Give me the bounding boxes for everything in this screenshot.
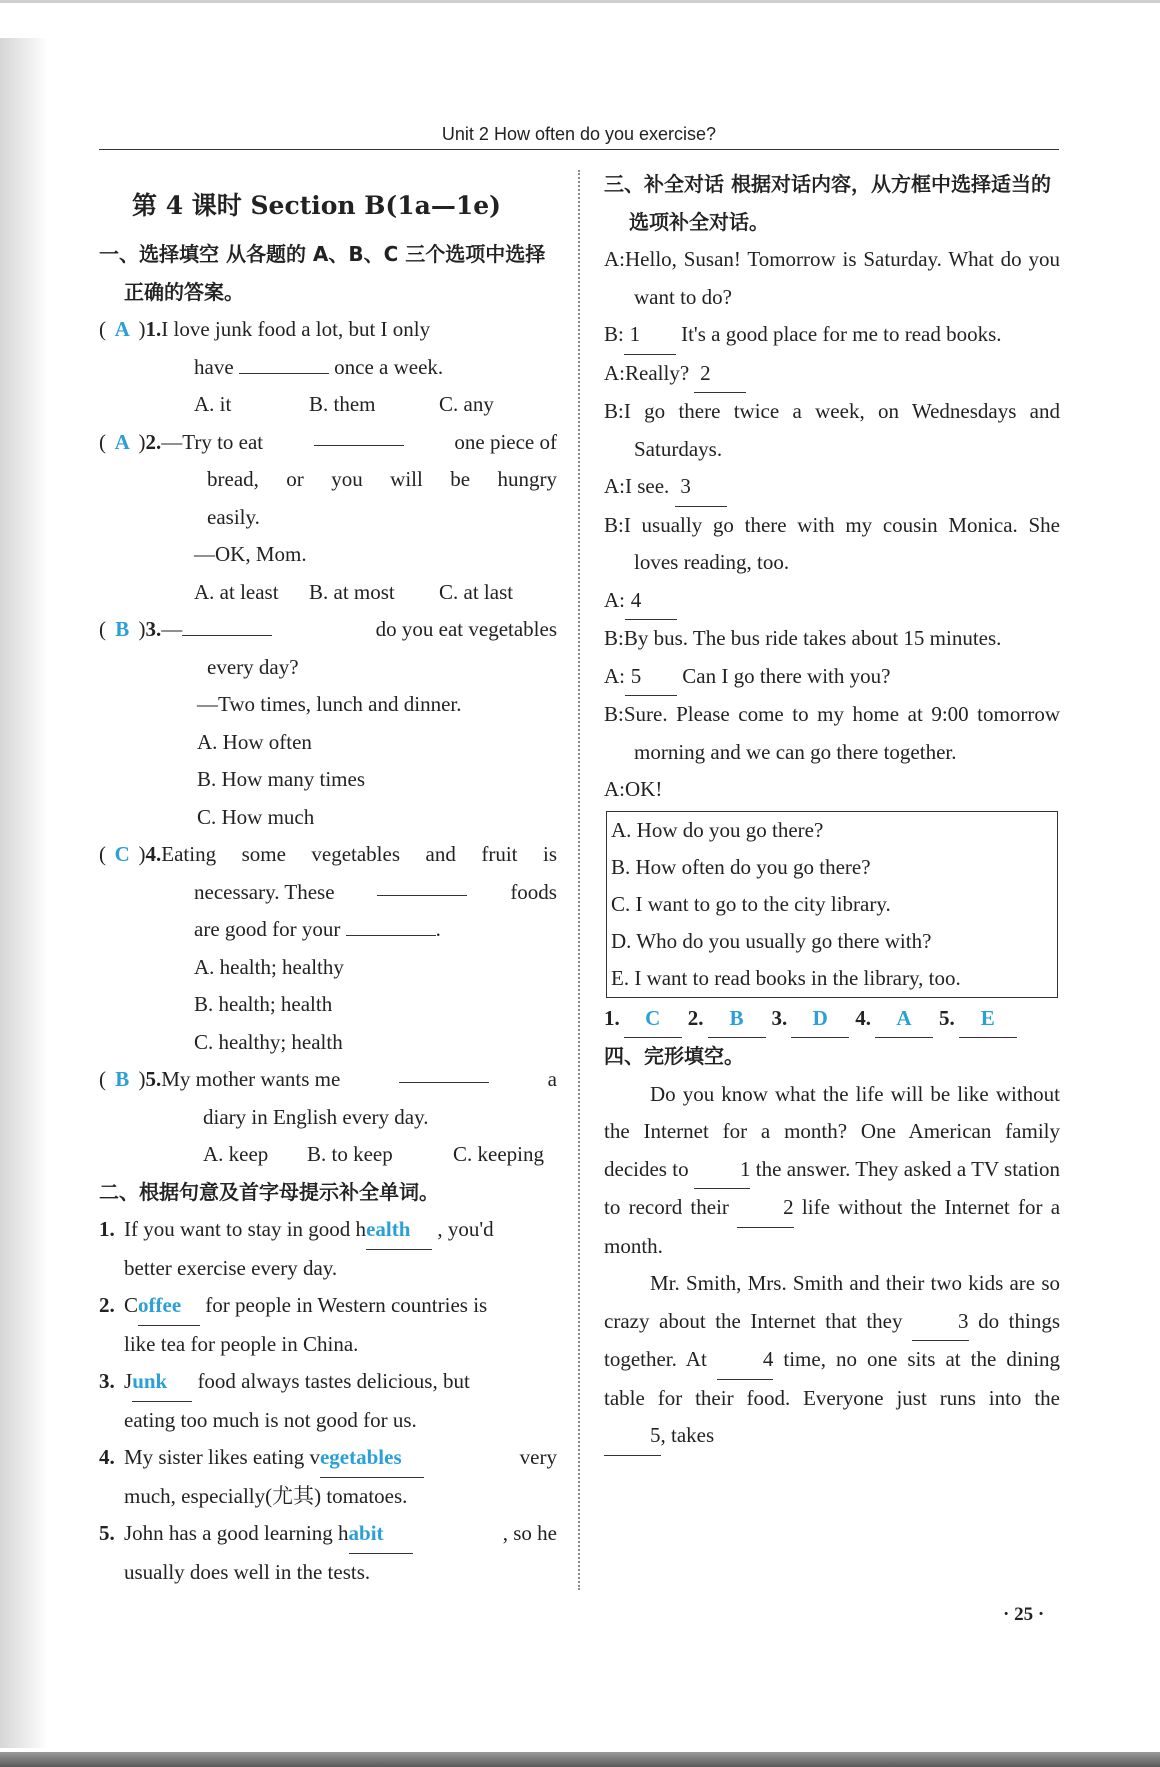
right-column [604, 166, 1060, 1456]
fill-item-3: 3. Junk food always tastes delicious, but [99, 1363, 557, 1402]
options-box [606, 811, 1058, 998]
box-option-a: A. How do you go there? [611, 817, 824, 842]
dialogue-line-9: A: 5 Can I go there with you? [604, 658, 1060, 697]
blank [182, 614, 272, 636]
running-header: Unit 2 How often do you exercise? [99, 119, 1059, 150]
box-option-b: B. How often do you go there? [611, 854, 871, 879]
question-2: ( A )2. —Try to eat one piece of [99, 424, 557, 462]
options-5: A. keep B. to keep C. keeping [203, 1142, 544, 1166]
question-1: ( A )1. I love junk food a lot, but I only [99, 311, 557, 349]
question-5: ( B )5. My mother wants me a [99, 1061, 557, 1099]
dialogue-answers: 1. C 2. B 3. D 4. A 5. E [604, 1000, 1060, 1039]
cloze-paragraph-1: Do you know what the life will be like without the Internet for a month? One American family decides to 1 the answer. They asked a TV station to record their 2 life without the Internet for a month. [604, 1081, 1061, 1258]
column-divider [578, 170, 580, 1590]
top-edge [0, 0, 1160, 3]
left-column: 第 4 课时 Section B(1a—1e) 一、选择填空 从各题的 A、B、C 三个选项中选择正确的答案。 ( A )1. I love junk food a lot, but I only have once a week. A. it B. them C. any ( A )2. —Try to eat one piece of bread, or you will be hungry easily. —OK, Mom. A. at least B. at most C. at last ( B )3. — do you eat vegetables every day? —Two times, lunch and dinner. A. How often B. How many times C. How much ( C )4. Eating some vegetables and fruit is necessary. These foods are good for your . A. health; healthy B. health; health C. healthy; health ( B )5. My mother wants me a diary in English every day. A. keep B. to keep C. keeping 二、根据句意及首字母提示补全单词。 1. If you want to stay in good health , you'd better exercise every day. 2. Coffee for people in Western countries is like tea for people in China. 3. Junk food always tastes delicious, but eating too much is not good for us. 4. My sister likes eating vegetables very much, especially(尤其) tomatoes. 5. John has a good learning habit , so he usually does well in the tests. [99, 180, 557, 1591]
box-option-e: E. I want to read books in the library, too. [611, 965, 961, 990]
dialogue-line-3: A:Really? 2 [604, 355, 1060, 394]
dialogue-line-10: B:Sure. Please come to my home at 9:00 tomorrow morning and we can go there together. [604, 702, 1060, 764]
dialogue-line-6: B:I usually go there with my cousin Monica. She loves reading, too. [604, 512, 1060, 574]
blank [399, 1061, 489, 1083]
options-1: A. it B. them C. any [194, 392, 494, 416]
blank [346, 914, 436, 936]
blank [377, 874, 467, 896]
fill-item-1: 1. If you want to stay in good health , you'd [99, 1211, 557, 1250]
question-3: ( B )3. — do you eat vegetables [99, 611, 557, 649]
question-4: ( C )4. Eating some vegetables and fruit is [99, 836, 557, 874]
dialogue-line-7: A: 4 [604, 582, 1060, 621]
options-2: A. at least B. at most C. at last [194, 579, 514, 604]
dialogue-line-11: A:OK! [604, 777, 663, 801]
fill-item-2: 2. Coffee for people in Western countries is [99, 1287, 557, 1326]
part2-heading: 二、根据句意及首字母提示补全单词。 [99, 1179, 439, 1204]
dialogue-line-8: B:By bus. The bus ride takes about 15 minutes. [604, 626, 1002, 650]
dialogue-line-4: B:I go there twice a week, on Wednesdays and Saturdays. [604, 399, 1060, 461]
lesson-title: 第 4 课时 Section B(1a—1e) [132, 191, 501, 220]
answer-2: A [114, 429, 130, 454]
answer-3: B [115, 617, 130, 641]
blank [314, 424, 404, 446]
page-spine-shadow [0, 38, 48, 1748]
dialogue-line-5: A:I see. 3 [604, 468, 1060, 507]
part1-heading: 一、选择填空 从各题的 A、B、C 三个选项中选择正确的答案。 [99, 242, 546, 304]
part3-heading: 三、补全对话 根据对话内容，从方框中选择适当的选项补全对话。 [604, 172, 1051, 234]
page-number: · 25 · [1003, 1604, 1045, 1625]
bottom-edge [0, 1752, 1160, 1767]
answer-5: B [115, 1067, 130, 1091]
answer-4: C [114, 842, 130, 866]
dialogue-line-1: A:Hello, Susan! Tomorrow is Saturday. What do you want to do? [604, 247, 1060, 309]
answer-1: A [114, 317, 130, 341]
fill-item-4: 4. My sister likes eating vegetables very [99, 1439, 557, 1478]
cloze-paragraph-2: Mr. Smith, Mrs. Smith and their two kids are so crazy about the Internet that they 3 do things together. At 4 time, no one sits at the dining table for their food. Everyone just runs into the 5, takes [604, 1265, 1060, 1456]
box-option-c: C. I want to go to the city library. [611, 891, 891, 916]
part4-heading: 四、完形填空。 [604, 1044, 744, 1068]
box-option-d: D. Who do you usually go there with? [611, 928, 932, 953]
dialogue-line-2: B: 1 It's a good place for me to read books. [604, 316, 1060, 355]
blank [239, 352, 329, 374]
fill-item-5: 5. John has a good learning habit , so he [99, 1515, 557, 1554]
